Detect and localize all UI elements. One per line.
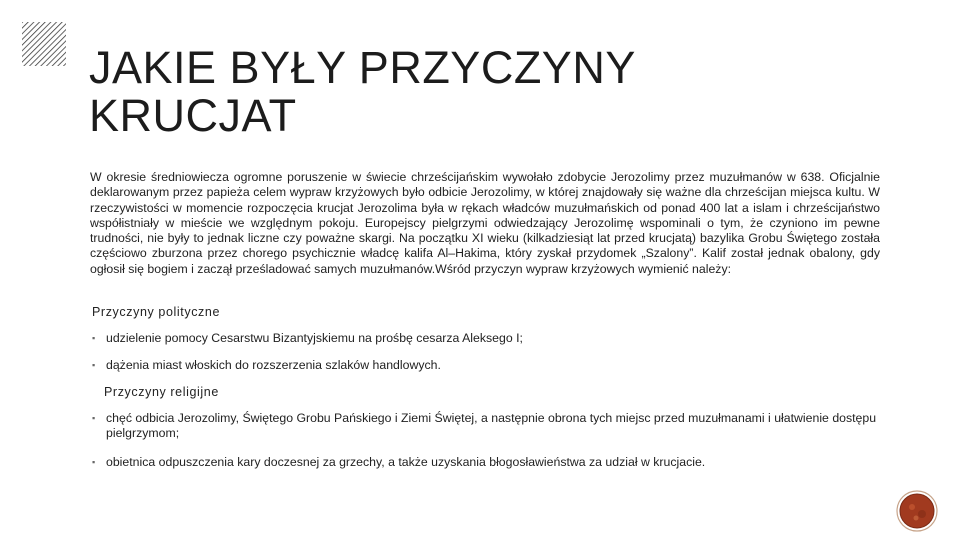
- bullet-text: dążenia miast włoskich do rozszerzenia szlaków handlowych.: [106, 358, 441, 372]
- bullet-icon: ▪: [92, 360, 96, 370]
- bullet-text: chęć odbicia Jerozolimy, Świętego Grobu Pańskiego i Ziemi Świętej, a następnie obrona tych miejsc przed muzułmanami i ułatwienie dostępu pielgrzymom;: [106, 411, 877, 441]
- title-line-2: KRUCJAT: [89, 90, 297, 141]
- bullet-icon: ▪: [92, 413, 96, 423]
- intro-paragraph: W okresie średniowiecza ogromne poruszenie w świecie chrześcijańskim wywołało zdobycie Jerozolimy przez muzułmanów w 638. Oficjalnie deklarowanym przez papieża celem wypraw krzyżowych było odbicie Jerozolimy, w której znajdowały się ważne dla chrześcijan miejsca kultu. W rzeczywistości w momencie rozpoczęcia krucjat Jerozolima była w rękach władców muzułmańskich od ponad 400 lat a islam i chrześcijaństwo współistniały w mieście we względnym pokoju. Europejscy pielgrzymi odwiedzający Jerozolimę wspominali o tym, że czyniono im pewne trudności, nie były to jednak liczne czy poważne skargi. Na początku XI wieku (kilkadziesiąt lat przed krucjatą) bazylika Grobu Świętego została częściowo zburzona przez chorego psychicznie władcę kalifa Al–Hakima, który zyskał przydomek „Szalony”. Kalif został jednak obalony, gdy ogłosił się bogiem i zaczął prześladować samych muzułmanów.Wśród przyczyn wypraw krzyżowych wymienić należy:: [90, 170, 880, 276]
- religious-bullet-1: [92, 411, 882, 442]
- corner-pattern-icon: [22, 22, 66, 66]
- religious-bullet-2: [92, 455, 882, 470]
- bullet-icon: ▪: [92, 333, 96, 343]
- religious-causes-heading: Przyczyny religijne: [104, 385, 219, 399]
- title-line-1: JAKIE BYŁY PRZYCZYNY: [89, 42, 636, 93]
- political-causes-heading: Przyczyny polityczne: [92, 305, 221, 319]
- political-bullet-1: [92, 331, 882, 346]
- bullet-text: obietnica odpuszczenia kary doczesnej za grzechy, a także uzyskania błogosławieństwa za udział w krucjacie.: [106, 455, 706, 469]
- bullet-icon: ▪: [92, 457, 96, 467]
- bullet-text: udzielenie pomocy Cesarstwu Bizantyjskiemu na prośbę cesarza Aleksego I;: [106, 331, 523, 345]
- seal-logo-icon: [896, 490, 938, 532]
- page-title: [89, 44, 849, 140]
- political-bullet-2: [92, 358, 882, 373]
